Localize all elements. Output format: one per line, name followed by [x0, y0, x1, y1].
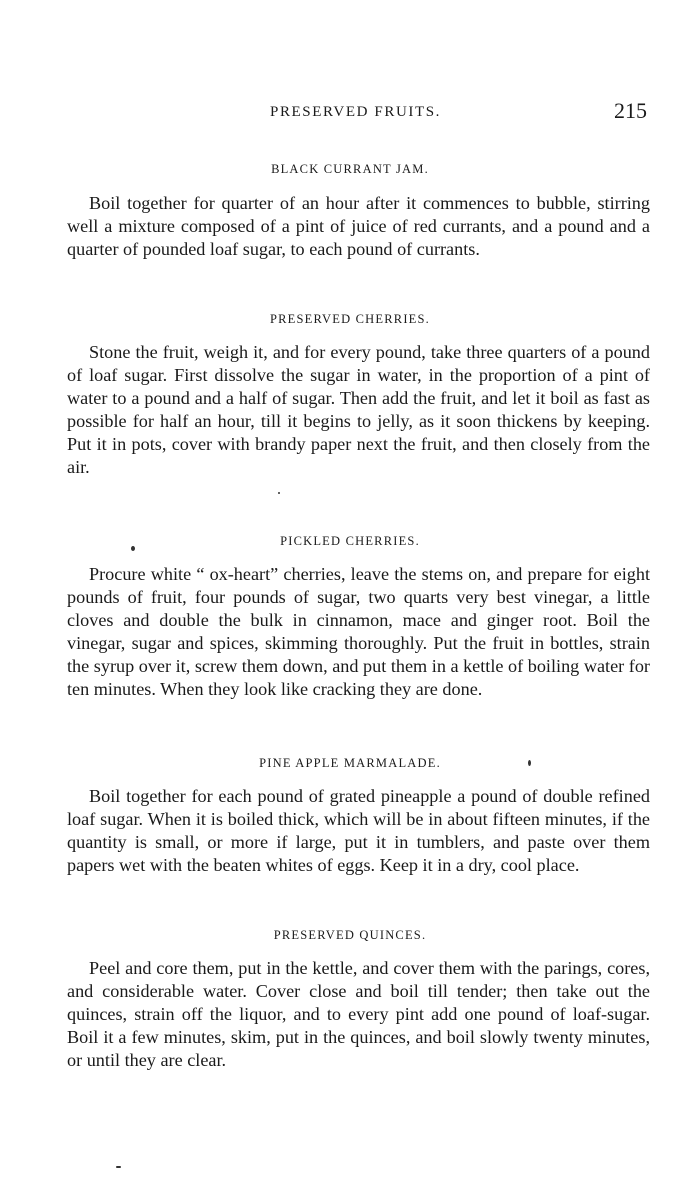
recipe-body-preserved-cherries: Stone the fruit, weigh it, and for every pound, take three quarters of a pound of loaf sugar. First dissolve the sugar in water, in the proportion of a pint of water to a pound and a half of sugar. Then add the fruit, and let it boil as fast as possible for half an hour, till it begins to jelly, as it soon thickens by keeping. Put it in pots, cover with brandy paper next the fruit, and then closely from the air. [67, 342, 650, 477]
running-head [0, 98, 700, 128]
recipe-heading-preserved-cherries: PRESERVED CHERRIES. [269, 312, 430, 326]
recipe-heading-pine-apple-marmalade: PINE APPLE MARMALADE. [259, 756, 441, 770]
recipe-heading-black-currant-jam: BLACK CURRANT JAM. [271, 162, 429, 176]
running-title: PRESERVED FRUITS. [270, 104, 442, 120]
recipe-body-preserved-quinces: Peel and core them, put in the kettle, and cover them with the parings, cores, and considerable water. Cover close and boil till tender; then take out the quinces, strain off the liquor, and to every pint add one pound of loaf-sugar. Boil it a few minutes, skim, put in the quinces, and boil slowly twenty minutes, or until they are clear. [67, 958, 650, 1070]
ink-speck [131, 546, 135, 551]
recipe-body-pickled-cherries: Procure white “ ox-heart” cherries, leave the stems on, and prepare for eight pounds of fruit, four pounds of sugar, two quarts very best vinegar, a little cloves and double the bulk in cinnamon, mace and ginger root. Boil the vinegar, sugar and spices, skimming thoroughly. Put the fruit in bottles, strain the syrup over it, screw them down, and put them in a kettle of boiling water for ten minutes. When they look like cracking they are done. [67, 564, 650, 699]
ink-speck [116, 1166, 121, 1168]
page-number: 215 [614, 98, 647, 123]
recipe-body-black-currant-jam: Boil together for quarter of an hour after it commences to bubble, stirring well a mixture composed of a pint of juice of red currants, and a pound and a quarter of pounded loaf sugar, to each pound of currants. [67, 193, 650, 259]
ink-speck [278, 492, 280, 494]
recipe-heading-pickled-cherries: PICKLED CHERRIES. [280, 534, 420, 548]
recipe-heading-preserved-quinces: PRESERVED QUINCES. [273, 928, 427, 942]
recipe-body-pine-apple-marmalade: Boil together for each pound of grated pineapple a pound of double refined loaf sugar. When it is boiled thick, which will be in about fifteen minutes, if the quantity is small, or more if large, put it in tumblers, and paste over them papers wet with the beaten whites of eggs. Keep it in a dry, cool place. [67, 786, 650, 875]
ink-speck [528, 760, 531, 766]
